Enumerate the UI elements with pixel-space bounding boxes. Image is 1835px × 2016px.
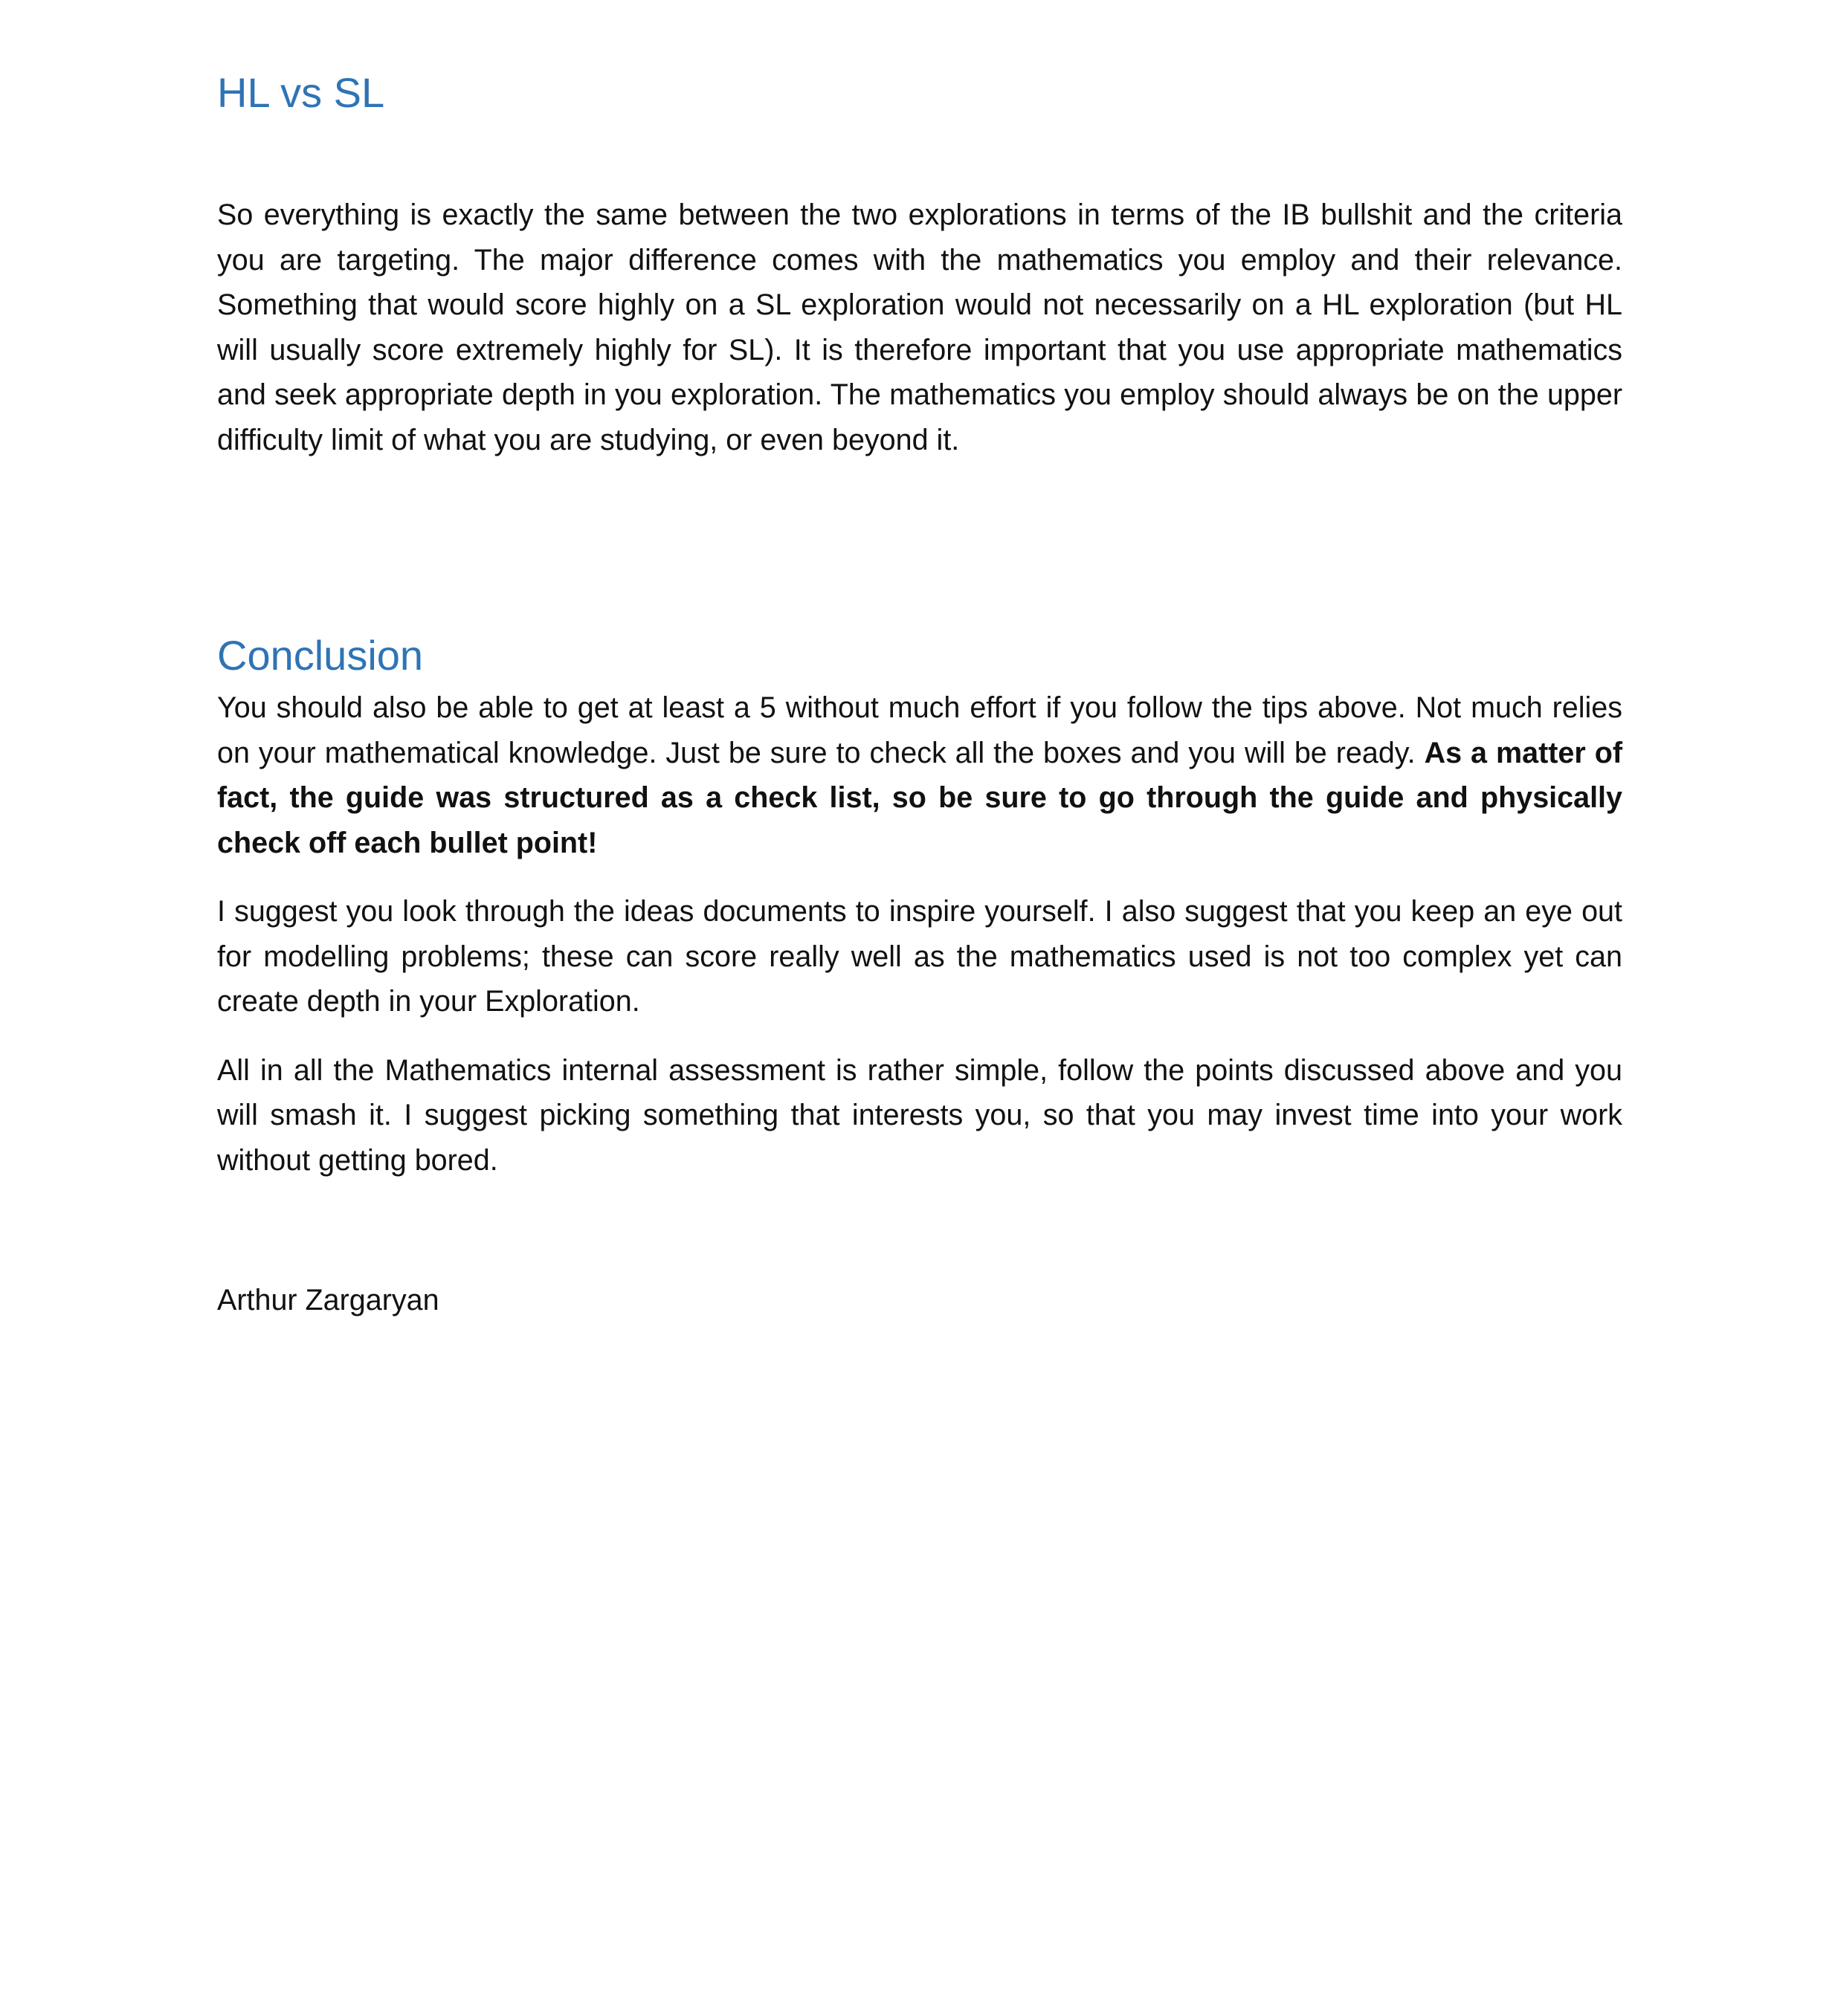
section-heading-hl-vs-sl: HL vs SL bbox=[217, 69, 385, 116]
page-content bbox=[217, 63, 1622, 1323]
conclusion-paragraph-3: All in all the Mathematics internal assessment is rather simple, follow the points discussed above and you will smash it. I suggest picking something that interests you, so that you may invest time into your work without getting bored. bbox=[217, 1053, 1622, 1177]
conclusion-paragraph-2: I suggest you look through the ideas documents to inspire yourself. I also suggest that you keep an eye out for modelling problems; these can score really well as the mathematics used is not too complex yet can create depth in your Exploration. bbox=[217, 895, 1622, 1018]
conclusion-paragraph-1-regular: You should also be able to get at least a 5 without much effort if you follow the tips above. Not much relies on your mathematical knowledge. Just be sure to check all the boxes and you will be ready. bbox=[217, 691, 1622, 769]
hl-vs-sl-paragraph: So everything is exactly the same between the two explorations in terms of the IB bullshit and the criteria you are targeting. The major difference comes with the mathematics you employ and their relevance. Something that would score highly on a SL exploration would not necessarily on a HL exploration (but HL will usually score extremely highly for SL). It is therefore important that you use appropriate mathematics and seek appropriate depth in you exploration. The mathematics you employ should always be on the upper difficulty limit of what you are studying, or even beyond it. bbox=[217, 198, 1622, 456]
conclusion-paragraph-1 bbox=[217, 685, 1622, 865]
section-heading-conclusion: Conclusion bbox=[217, 632, 424, 679]
conclusion-paragraph-1-bold: As a matter of fact, the guide was structured as a check list, so be sure to go through the guide and physically check off each bullet point! bbox=[217, 736, 1622, 859]
author-signature: Arthur Zargaryan bbox=[217, 1284, 439, 1316]
